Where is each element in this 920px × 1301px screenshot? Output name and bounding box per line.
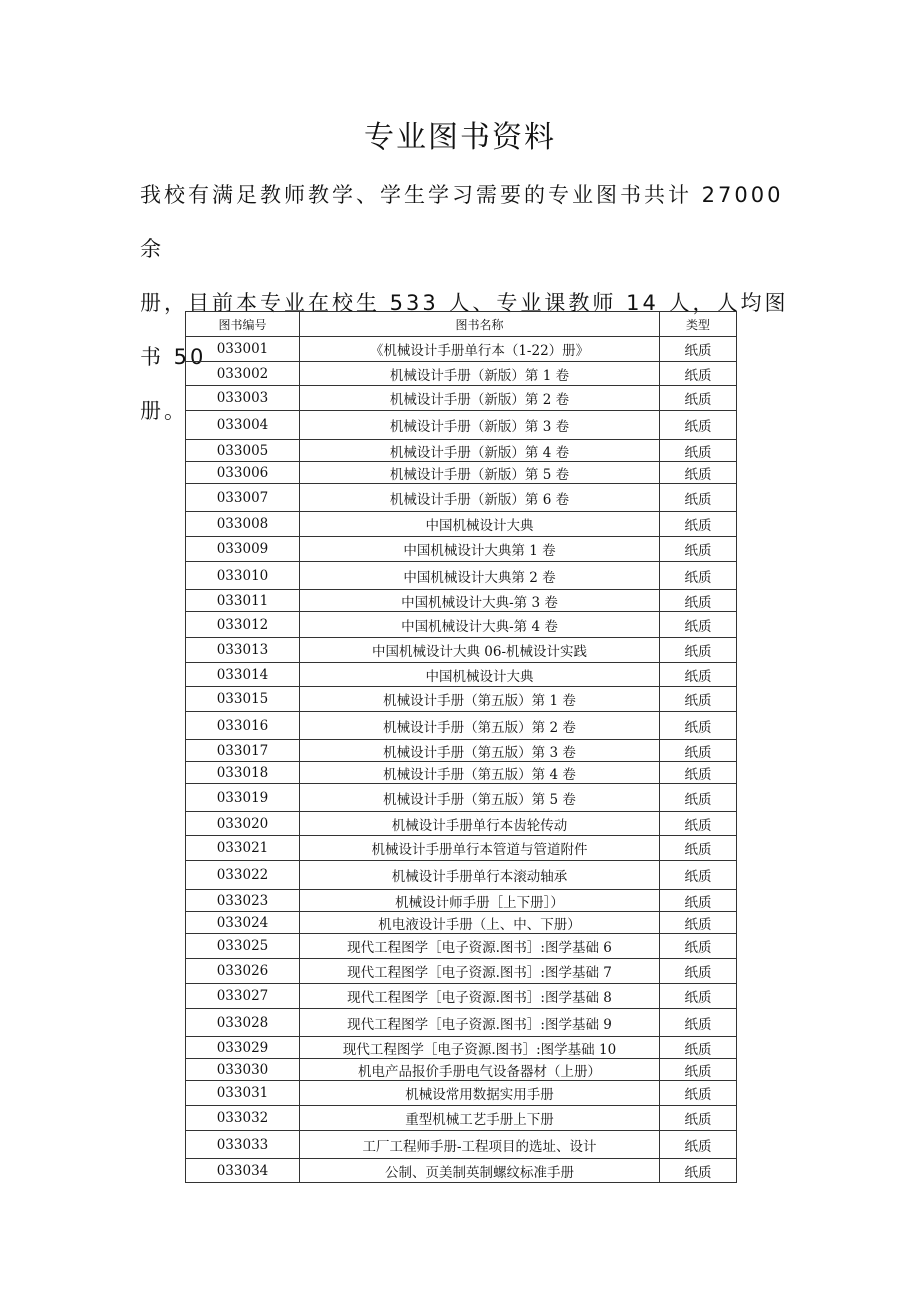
table-row: [186, 959, 737, 984]
book-id-cell: 033032: [186, 1106, 300, 1131]
table-row: [186, 663, 737, 687]
book-type-cell: 纸质: [660, 562, 737, 590]
intro-line: 册。: [140, 399, 188, 423]
book-type-cell: 纸质: [660, 484, 737, 512]
book-type-cell: 纸质: [660, 663, 737, 687]
header-book-name: 图书名称: [300, 312, 660, 337]
book-type-cell: 纸质: [660, 1059, 737, 1081]
book-id-cell: 033013: [186, 638, 300, 663]
book-id-cell: 033031: [186, 1081, 300, 1106]
table-row: [186, 812, 737, 836]
book-id-cell: 033026: [186, 959, 300, 984]
table-row: [186, 612, 737, 638]
table-row: [186, 484, 737, 512]
table-row: [186, 1009, 737, 1037]
book-type-cell: 纸质: [660, 890, 737, 912]
book-name-cell: 机械设计手册（新版）第 2 卷: [300, 386, 660, 411]
table-row: [186, 537, 737, 562]
table-row: [186, 562, 737, 590]
book-name-cell: 机械设计手册（第五版）第 1 卷: [300, 687, 660, 712]
page-title: 专业图书资料: [364, 120, 556, 155]
book-id-cell: 033006: [186, 462, 300, 484]
table-row: [186, 784, 737, 812]
book-name-cell: 《机械设计手册单行本（1-22）册》: [300, 337, 660, 362]
book-name-cell: 现代工程图学［电子资源.图书］:图学基础 10: [300, 1037, 660, 1059]
book-name-cell: 机电产品报价手册电气设备器材（上册）: [300, 1059, 660, 1081]
book-type-cell: 纸质: [660, 959, 737, 984]
book-id-cell: 033022: [186, 861, 300, 890]
book-type-cell: 纸质: [660, 512, 737, 537]
book-name-cell: 机械设计手册（新版）第 6 卷: [300, 484, 660, 512]
book-id-cell: 033015: [186, 687, 300, 712]
book-id-cell: 033007: [186, 484, 300, 512]
book-id-cell: 033002: [186, 362, 300, 386]
table-body: [186, 337, 737, 1183]
book-type-cell: 纸质: [660, 984, 737, 1009]
book-type-cell: 纸质: [660, 1131, 737, 1159]
book-id-cell: 033021: [186, 836, 300, 861]
book-table: [185, 311, 737, 1183]
book-name-cell: 中国机械设计大典: [300, 663, 660, 687]
book-id-cell: 033005: [186, 440, 300, 462]
book-type-cell: 纸质: [660, 537, 737, 562]
book-type-cell: 纸质: [660, 638, 737, 663]
book-name-cell: 机电液设计手册（上、中、下册）: [300, 912, 660, 934]
book-type-cell: 纸质: [660, 784, 737, 812]
book-name-cell: 机械设计手册（新版）第 4 卷: [300, 440, 660, 462]
book-type-cell: 纸质: [660, 687, 737, 712]
table-row: [186, 440, 737, 462]
book-id-cell: 033012: [186, 612, 300, 638]
table-row: [186, 1106, 737, 1131]
table-row: [186, 712, 737, 740]
table-row: [186, 386, 737, 411]
book-name-cell: 中国机械设计大典第 2 卷: [300, 562, 660, 590]
book-type-cell: 纸质: [660, 1037, 737, 1059]
book-id-cell: 033003: [186, 386, 300, 411]
book-id-cell: 033011: [186, 590, 300, 612]
book-name-cell: 重型机械工艺手册上下册: [300, 1106, 660, 1131]
book-type-cell: 纸质: [660, 1106, 737, 1131]
book-id-cell: 033016: [186, 712, 300, 740]
book-name-cell: 机械设计手册（第五版）第 3 卷: [300, 740, 660, 762]
table-row: [186, 912, 737, 934]
book-name-cell: 中国机械设计大典: [300, 512, 660, 537]
book-id-cell: 033027: [186, 984, 300, 1009]
book-id-cell: 033024: [186, 912, 300, 934]
book-id-cell: 033033: [186, 1131, 300, 1159]
book-type-cell: 纸质: [660, 740, 737, 762]
book-type-cell: 纸质: [660, 440, 737, 462]
book-id-cell: 033019: [186, 784, 300, 812]
table-row: [186, 462, 737, 484]
book-name-cell: 机械设计手册（新版）第 1 卷: [300, 362, 660, 386]
book-name-cell: 现代工程图学［电子资源.图书］:图学基础 7: [300, 959, 660, 984]
book-type-cell: 纸质: [660, 612, 737, 638]
book-type-cell: 纸质: [660, 590, 737, 612]
book-name-cell: 中国机械设计大典第 1 卷: [300, 537, 660, 562]
book-type-cell: 纸质: [660, 861, 737, 890]
intro-line: 册，目前本专业在校生 533 人、专业课教师 14 人，人均图书 50: [140, 291, 789, 369]
table-row: [186, 762, 737, 784]
book-id-cell: 033023: [186, 890, 300, 912]
book-type-cell: 纸质: [660, 362, 737, 386]
table-row: [186, 984, 737, 1009]
book-name-cell: 机械设计手册（第五版）第 5 卷: [300, 784, 660, 812]
book-name-cell: 机械设计师手册［上下册］）: [300, 890, 660, 912]
table-row: [186, 411, 737, 440]
book-name-cell: 机械设计手册单行本滚动轴承: [300, 861, 660, 890]
book-name-cell: 机械设计手册单行本管道与管道附件: [300, 836, 660, 861]
table-row: [186, 590, 737, 612]
book-id-cell: 033034: [186, 1159, 300, 1183]
book-name-cell: 中国机械设计大典 06-机械设计实践: [300, 638, 660, 663]
table-row: [186, 836, 737, 861]
book-name-cell: 工厂工程师手册-工程项目的选址、设计: [300, 1131, 660, 1159]
header-book-type: 类型: [660, 312, 737, 337]
book-type-cell: 纸质: [660, 934, 737, 959]
book-type-cell: 纸质: [660, 836, 737, 861]
table-row: [186, 740, 737, 762]
book-type-cell: 纸质: [660, 912, 737, 934]
book-id-cell: 033028: [186, 1009, 300, 1037]
table-row: [186, 890, 737, 912]
table-row: [186, 638, 737, 663]
book-id-cell: 033025: [186, 934, 300, 959]
book-id-cell: 033008: [186, 512, 300, 537]
book-type-cell: 纸质: [660, 812, 737, 836]
book-name-cell: 公制、页美制英制螺纹标准手册: [300, 1159, 660, 1183]
book-type-cell: 纸质: [660, 1081, 737, 1106]
book-id-cell: 033004: [186, 411, 300, 440]
table-row: [186, 1037, 737, 1059]
book-name-cell: 机械设计手册（新版）第 3 卷: [300, 411, 660, 440]
book-type-cell: 纸质: [660, 411, 737, 440]
book-id-cell: 033009: [186, 537, 300, 562]
table-row: [186, 1081, 737, 1106]
table-row: [186, 512, 737, 537]
book-id-cell: 033030: [186, 1059, 300, 1081]
book-id-cell: 033018: [186, 762, 300, 784]
table-row: [186, 687, 737, 712]
book-id-cell: 033017: [186, 740, 300, 762]
book-name-cell: 机械设常用数据实用手册: [300, 1081, 660, 1106]
book-id-cell: 033029: [186, 1037, 300, 1059]
book-type-cell: 纸质: [660, 762, 737, 784]
book-id-cell: 033014: [186, 663, 300, 687]
header-book-id: 图书编号: [186, 312, 300, 337]
table-row: [186, 1131, 737, 1159]
book-name-cell: 机械设计手册（第五版）第 2 卷: [300, 712, 660, 740]
book-type-cell: 纸质: [660, 462, 737, 484]
book-name-cell: 中国机械设计大典-第 3 卷: [300, 590, 660, 612]
book-name-cell: 现代工程图学［电子资源.图书］:图学基础 6: [300, 934, 660, 959]
table-header-row: [186, 312, 737, 337]
table-row: [186, 1159, 737, 1183]
table-row: [186, 1059, 737, 1081]
table-row: [186, 861, 737, 890]
book-name-cell: 机械设计手册（新版）第 5 卷: [300, 462, 660, 484]
book-type-cell: 纸质: [660, 1009, 737, 1037]
book-id-cell: 033020: [186, 812, 300, 836]
book-type-cell: 纸质: [660, 712, 737, 740]
book-name-cell: 现代工程图学［电子资源.图书］:图学基础 9: [300, 1009, 660, 1037]
book-name-cell: 现代工程图学［电子资源.图书］:图学基础 8: [300, 984, 660, 1009]
book-type-cell: 纸质: [660, 337, 737, 362]
book-type-cell: 纸质: [660, 386, 737, 411]
book-id-cell: 033010: [186, 562, 300, 590]
table-row: [186, 934, 737, 959]
book-name-cell: 中国机械设计大典-第 4 卷: [300, 612, 660, 638]
book-name-cell: 机械设计手册（第五版）第 4 卷: [300, 762, 660, 784]
book-name-cell: 机械设计手册单行本齿轮传动: [300, 812, 660, 836]
intro-line: 我校有满足教师教学、学生学习需要的专业图书共计 27000 余: [140, 183, 784, 261]
table-row: [186, 337, 737, 362]
table-row: [186, 362, 737, 386]
book-id-cell: 033001: [186, 337, 300, 362]
book-type-cell: 纸质: [660, 1159, 737, 1183]
